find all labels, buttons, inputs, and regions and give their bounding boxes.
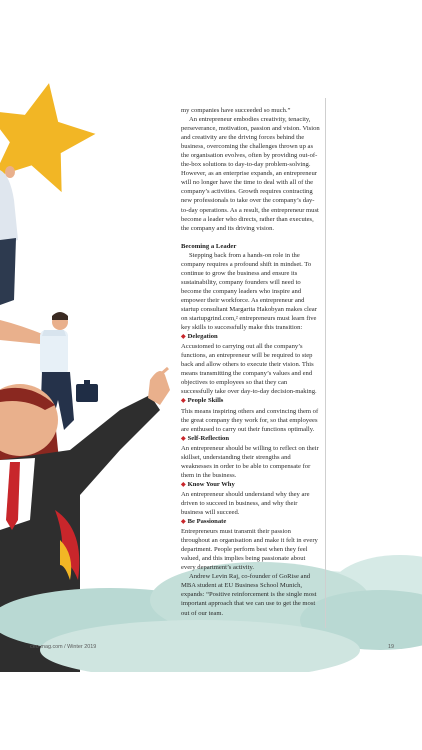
section-heading: Becoming a Leader bbox=[181, 242, 237, 250]
skill-text: An entrepreneur should be willing to reflect on their skillset, understanding their strengths and weaknesses in order to be able to compensate for them in the business. bbox=[181, 444, 319, 479]
star-icon bbox=[0, 72, 104, 197]
skill-heading: ◆ People Skills bbox=[181, 397, 224, 405]
skill-text: This means inspiring others and convincing them of the great company they work for, so that employees are enthused to carry out their functions optimally. bbox=[181, 407, 319, 433]
skill-text: Accustomed to carrying out all the company’s functions, an entrepreneur will be required to step back and allow others to execute their vision. This means transmitting the company’s values and end objectives to employees so that they can successfully take over day-to-day decision-making. bbox=[181, 343, 317, 396]
skill-heading: ◆ Be Passionate bbox=[181, 518, 227, 526]
bullet-icon: ◆ bbox=[181, 334, 186, 341]
skill-heading: ◆ Self-Reflection bbox=[181, 434, 230, 442]
top-climber bbox=[0, 166, 18, 305]
skill-text: Entrepreneurs must transmit their passion throughout an organisation and make it felt in every department. People perform best when they feel valued, and this implies being passionate about every department’s activity. bbox=[181, 528, 318, 572]
article-paragraph: Stepping back from a hands-on role in the company requires a profound shift in mindset. To continue to grow the business and ensure its sustainability, company founders will need to become the company leaders who inspire and empower their workforce. As entrepreneur and startup consultant Margarita Hakobyan makes clear on startupgrind.com,² entrepreneurs must learn five key skills to successfully make this transition: bbox=[181, 251, 317, 332]
bullet-icon: ◆ bbox=[181, 398, 186, 405]
article-opening: my companies have succeeded so much.” bbox=[181, 107, 291, 114]
article-paragraph: An entrepreneur embodies creativity, tenacity, perseverance, motivation, passion and vision. Vision and creativity are the driving forces behind the business, overcoming the challenges thrown up as the organisation evolves, often by providing out-of-the-box solutions to day-to-day problem-solving. However, as an enterprise expands, an entrepreneur will no longer have the time to deal with all of the company’s activities. Growth requires contracting new professionals to take over the company’s day-to-day operations. As a result, the entrepreneur must become a leader who directs, rather than executes, the company and its driving vision. bbox=[181, 116, 320, 232]
bullet-icon: ◆ bbox=[181, 481, 186, 488]
page-margin bbox=[0, 672, 422, 750]
footer-publication: ceo-mag.com / Winter 2019 bbox=[30, 644, 97, 650]
article-column bbox=[181, 106, 321, 618]
column-divider bbox=[325, 98, 326, 628]
skill-heading: ◆ Know Your Why bbox=[181, 480, 235, 488]
skill-heading: ◆ Delegation bbox=[181, 333, 218, 341]
skill-text: An entrepreneur should understand why they are driven to succeed in business, and why their business will succeed. bbox=[181, 490, 310, 517]
bullet-icon: ◆ bbox=[181, 435, 186, 442]
bullet-icon: ◆ bbox=[181, 519, 186, 526]
article-paragraph: Andrew Levin Raj, co-founder of GoRise and MBA student at EU Business School Munich, expands: “Positive reinforcement is the single most important approach that we can use to get the most out of our team. bbox=[181, 573, 317, 617]
page-number: 19 bbox=[388, 644, 394, 650]
